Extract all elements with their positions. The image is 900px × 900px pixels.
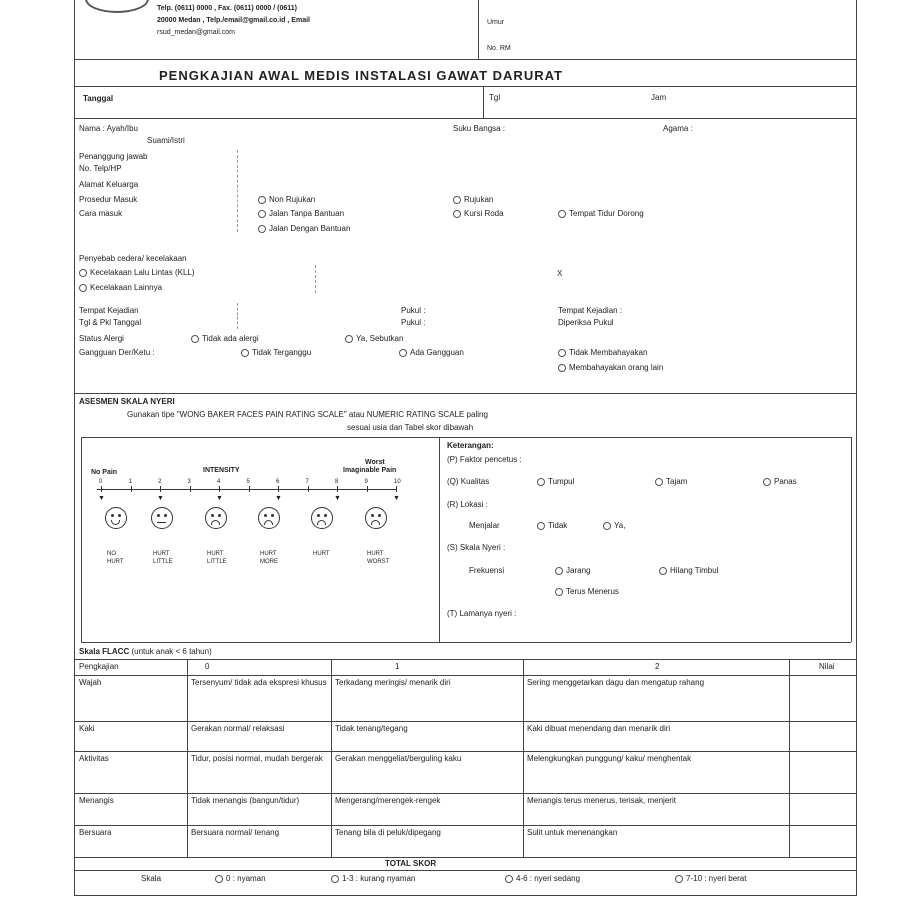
tick-label: 10 <box>394 479 401 485</box>
table-cell: Tidak tenang/tegang <box>335 724 408 733</box>
pain-face-icon <box>258 507 280 529</box>
face-caption: LITTLE <box>153 559 173 565</box>
table-row-divider <box>75 857 856 858</box>
x-mark: X <box>557 269 563 278</box>
membahayakan-option[interactable]: Membahayakan orang lain <box>558 363 663 372</box>
tick-mark <box>131 486 132 492</box>
contact-line-1: Telp. (0611) 0000 , Fax. (0611) 0000 / (0611) <box>157 5 297 12</box>
umur-label: Umur <box>487 19 505 26</box>
lokasi-label: (R) Lokasi : <box>447 500 488 509</box>
tick-label: 8 <box>335 479 339 485</box>
worst-pain-label: Imaginable Pain <box>343 467 397 474</box>
skala-option[interactable]: 1-3 : kurang nyaman <box>331 874 415 883</box>
frekuensi-label: Frekuensi <box>469 566 505 575</box>
jam-label: Jam <box>651 93 667 102</box>
pukul-1-label: Pukul : <box>401 306 426 315</box>
tidak-alergi-option[interactable]: Tidak ada alergi <box>191 334 259 343</box>
pain-face-icon <box>311 507 333 529</box>
table-cell: Mengerang/merengek-rengek <box>335 796 441 805</box>
tidak-membahayakan-option[interactable]: Tidak Membahayakan <box>558 348 647 357</box>
table-row-divider <box>75 675 856 676</box>
assessment-form <box>74 0 857 896</box>
worst-label: Worst <box>365 459 385 466</box>
menjalar-tidak-option[interactable]: Tidak <box>537 521 567 530</box>
table-row-divider <box>75 721 856 722</box>
no-pain-label: No Pain <box>91 469 118 476</box>
face-caption: MORE <box>260 559 278 565</box>
tick-mark <box>337 486 338 492</box>
flacc-title: Skala FLACC (untuk anak < 6 tahun) <box>79 647 212 656</box>
tick-mark <box>249 486 250 492</box>
tempat-kejadian-label: Tempat Kejadian <box>79 306 139 315</box>
table-cell: Tersenyum/ tidak ada ekspresi khusus <box>191 678 327 687</box>
contact-line-2: 20000 Medan , Telp./email@gmail.co.id , Email <box>157 17 310 24</box>
total-skor-label: TOTAL SKOR <box>385 859 437 868</box>
kecelakaan-lainnya-option[interactable]: Kecelakaan Lainnya <box>79 283 162 292</box>
skala-option[interactable]: 4-6 : nyeri sedang <box>505 874 580 883</box>
table-cell: Sering menggetarkan dagu dan mengatup rahang <box>527 678 705 687</box>
tick-label: 6 <box>276 479 280 485</box>
tick-label: 9 <box>364 479 368 485</box>
table-header: 2 <box>655 662 660 671</box>
tick-label: 1 <box>128 479 132 485</box>
kualitas-label: (Q) Kualitas <box>447 477 490 486</box>
tgl-label: Tgl <box>489 93 501 102</box>
table-cell: Wajah <box>79 678 102 687</box>
contact-line-3: rsud_medan@gmail.com <box>157 29 235 36</box>
jarang-option[interactable]: Jarang <box>555 566 590 575</box>
pain-face-icon <box>205 507 227 529</box>
suku-label: Suku Bangsa : <box>453 124 506 133</box>
no-rm-label: No. RM <box>487 45 511 52</box>
hospital-logo-icon <box>85 0 149 13</box>
pain-face-icon <box>151 507 173 529</box>
table-cell: Terkadang meringis/ menarik diri <box>335 678 451 687</box>
tick-label: 4 <box>217 479 221 485</box>
face-caption: HURT <box>207 551 224 557</box>
tick-mark <box>160 486 161 492</box>
face-caption: HURT <box>107 559 124 565</box>
asesmen-instruction-2: sesuai usia dan Tabel skor dibawah <box>347 423 474 432</box>
kursi-roda-option[interactable]: Kursi Roda <box>453 209 504 218</box>
table-cell: Menangis <box>79 796 114 805</box>
table-cell: Aktivitas <box>79 754 109 763</box>
table-cell: Menangis terus menerus, terisak, menjerit <box>527 796 676 805</box>
skala-label: Skala <box>141 874 162 883</box>
hilang-timbul-option[interactable]: Hilang Timbul <box>659 566 718 575</box>
panas-option[interactable]: Panas <box>763 477 797 486</box>
lamanya-nyeri-label: (T) Lamanya nyeri : <box>447 609 517 618</box>
tempat-kejadian-r-label: Tempat Kejadian : <box>558 306 623 315</box>
face-caption: HURT <box>313 551 330 557</box>
table-cell: Tidur, posisi normal, mudah bergerak <box>191 754 323 763</box>
diperiksa-label: Diperiksa Pukul <box>558 318 614 327</box>
arrow-down-icon: ▼ <box>98 495 105 502</box>
arrow-down-icon: ▼ <box>275 495 282 502</box>
pain-face-icon <box>365 507 387 529</box>
face-caption: HURT <box>260 551 277 557</box>
keterangan-title: Keterangan: <box>447 441 494 450</box>
tumpul-option[interactable]: Tumpul <box>537 477 574 486</box>
table-col-divider <box>331 659 332 857</box>
tick-label: 2 <box>158 479 162 485</box>
agama-label: Agama : <box>663 124 693 133</box>
pain-face-icon <box>105 507 127 529</box>
terus-menerus-option[interactable]: Terus Menerus <box>555 587 619 596</box>
face-caption: HURT <box>153 551 170 557</box>
skala-option[interactable]: 7-10 : nyeri berat <box>675 874 746 883</box>
tempat-tidur-option[interactable]: Tempat Tidur Dorong <box>558 209 644 218</box>
table-cell: Sulit untuk menenangkan <box>527 828 618 837</box>
tick-label: 3 <box>187 479 191 485</box>
face-caption: HURT <box>367 551 384 557</box>
tick-mark <box>278 486 279 492</box>
tick-mark <box>308 486 309 492</box>
skala-nyeri-label: (S) Skala Nyeri : <box>447 543 506 552</box>
table-cell: Tenang bila di peluk/dipegang <box>335 828 441 837</box>
arrow-down-icon: ▼ <box>393 495 400 502</box>
ada-gangguan-option[interactable]: Ada Gangguan <box>399 348 464 357</box>
menjalar-ya-option[interactable]: Ya, <box>603 521 625 530</box>
table-header: Nilai <box>819 662 835 671</box>
table-cell: Bersuara <box>79 828 112 837</box>
table-cell: Kaki <box>79 724 95 733</box>
suami-label: Suami/Istri <box>147 136 185 145</box>
ya-alergi-option[interactable]: Ya, Sebutkan <box>345 334 403 343</box>
tick-label: 0 <box>99 479 103 485</box>
face-caption: WORST <box>367 559 390 565</box>
rujukan-option[interactable]: Rujukan <box>453 195 493 204</box>
pukul-2-label: Pukul : <box>401 318 426 327</box>
asesmen-title: ASESMEN SKALA NYERI <box>79 397 175 406</box>
jalan-dengan-bantuan-option[interactable]: Jalan Dengan Bantuan <box>258 224 350 233</box>
face-caption: NO <box>107 551 116 557</box>
intensity-label: INTENSITY <box>203 467 240 474</box>
table-col-divider <box>789 659 790 857</box>
table-row-divider <box>75 751 856 752</box>
tick-label: 5 <box>246 479 250 485</box>
table-cell: Gerakan menggeliat/berguling kaku <box>335 754 462 763</box>
prosedur-label: Prosedur Masuk <box>79 195 138 204</box>
tick-mark <box>101 486 102 492</box>
tick-mark <box>396 486 397 492</box>
status-alergi-label: Status Alergi <box>79 334 124 343</box>
table-header: 0 <box>205 662 210 671</box>
nama-label: Nama : Ayah/Ibu <box>79 124 138 133</box>
table-cell: Gerakan normal/ relaksasi <box>191 724 285 733</box>
telp-label: No. Telp/HP <box>79 164 122 173</box>
skala-option[interactable]: 0 : nyaman <box>215 874 266 883</box>
tick-mark <box>190 486 191 492</box>
arrow-down-icon: ▼ <box>216 495 223 502</box>
cara-label: Cara masuk <box>79 209 123 218</box>
penanggung-label: Penanggung jawab <box>79 152 148 161</box>
tajam-option[interactable]: Tajam <box>655 477 687 486</box>
tidak-terganggu-option[interactable]: Tidak Terganggu <box>241 348 311 357</box>
menjalar-label: Menjalar <box>469 521 500 530</box>
asesmen-instruction-1: Gunakan tipe "WONG BAKER FACES PAIN RATING SCALE" atau NUMERIC RATING SCALE paling <box>127 410 488 419</box>
table-cell: Bersuara normal/ tenang <box>191 828 280 837</box>
table-row-divider <box>75 793 856 794</box>
tick-mark <box>219 486 220 492</box>
tgl-tiba-label: Tgl & Pkl Tanggal <box>79 318 142 327</box>
gangguan-label: Gangguan Der/Ketu : <box>79 348 155 357</box>
jalan-tanpa-bantuan-option[interactable]: Jalan Tanpa Bantuan <box>258 209 344 218</box>
tick-mark <box>367 486 368 492</box>
arrow-down-icon: ▼ <box>157 495 164 502</box>
faktor-pencetus-label: (P) Faktor pencetus : <box>447 455 522 464</box>
arrow-down-icon: ▼ <box>334 495 341 502</box>
table-header: Pengkajian <box>79 662 119 671</box>
tick-label: 7 <box>305 479 309 485</box>
face-caption: LITTLE <box>207 559 227 565</box>
penyebab-title: Penyebab cedera/ kecelakaan <box>79 254 187 263</box>
kll-option[interactable]: Kecelakaan Lalu Lintas (KLL) <box>79 268 195 277</box>
table-cell: Tidak menangis (bangun/tidur) <box>191 796 300 805</box>
tanggal-label: Tanggal <box>83 94 114 103</box>
page-title: PENGKAJIAN AWAL MEDIS INSTALASI GAWAT DARURAT <box>159 68 563 83</box>
table-row-divider <box>75 825 856 826</box>
table-cell: Melengkungkan punggung/ kaku/ menghentak <box>527 754 692 763</box>
table-header: 1 <box>395 662 400 671</box>
table-cell: Kaki dibuat menendang dan menarik diri <box>527 724 671 733</box>
table-col-divider <box>523 659 524 857</box>
table-col-divider <box>187 659 188 857</box>
non-rujukan-option[interactable]: Non Rujukan <box>258 195 315 204</box>
alamat-label: Alamat Keluarga <box>79 180 139 189</box>
